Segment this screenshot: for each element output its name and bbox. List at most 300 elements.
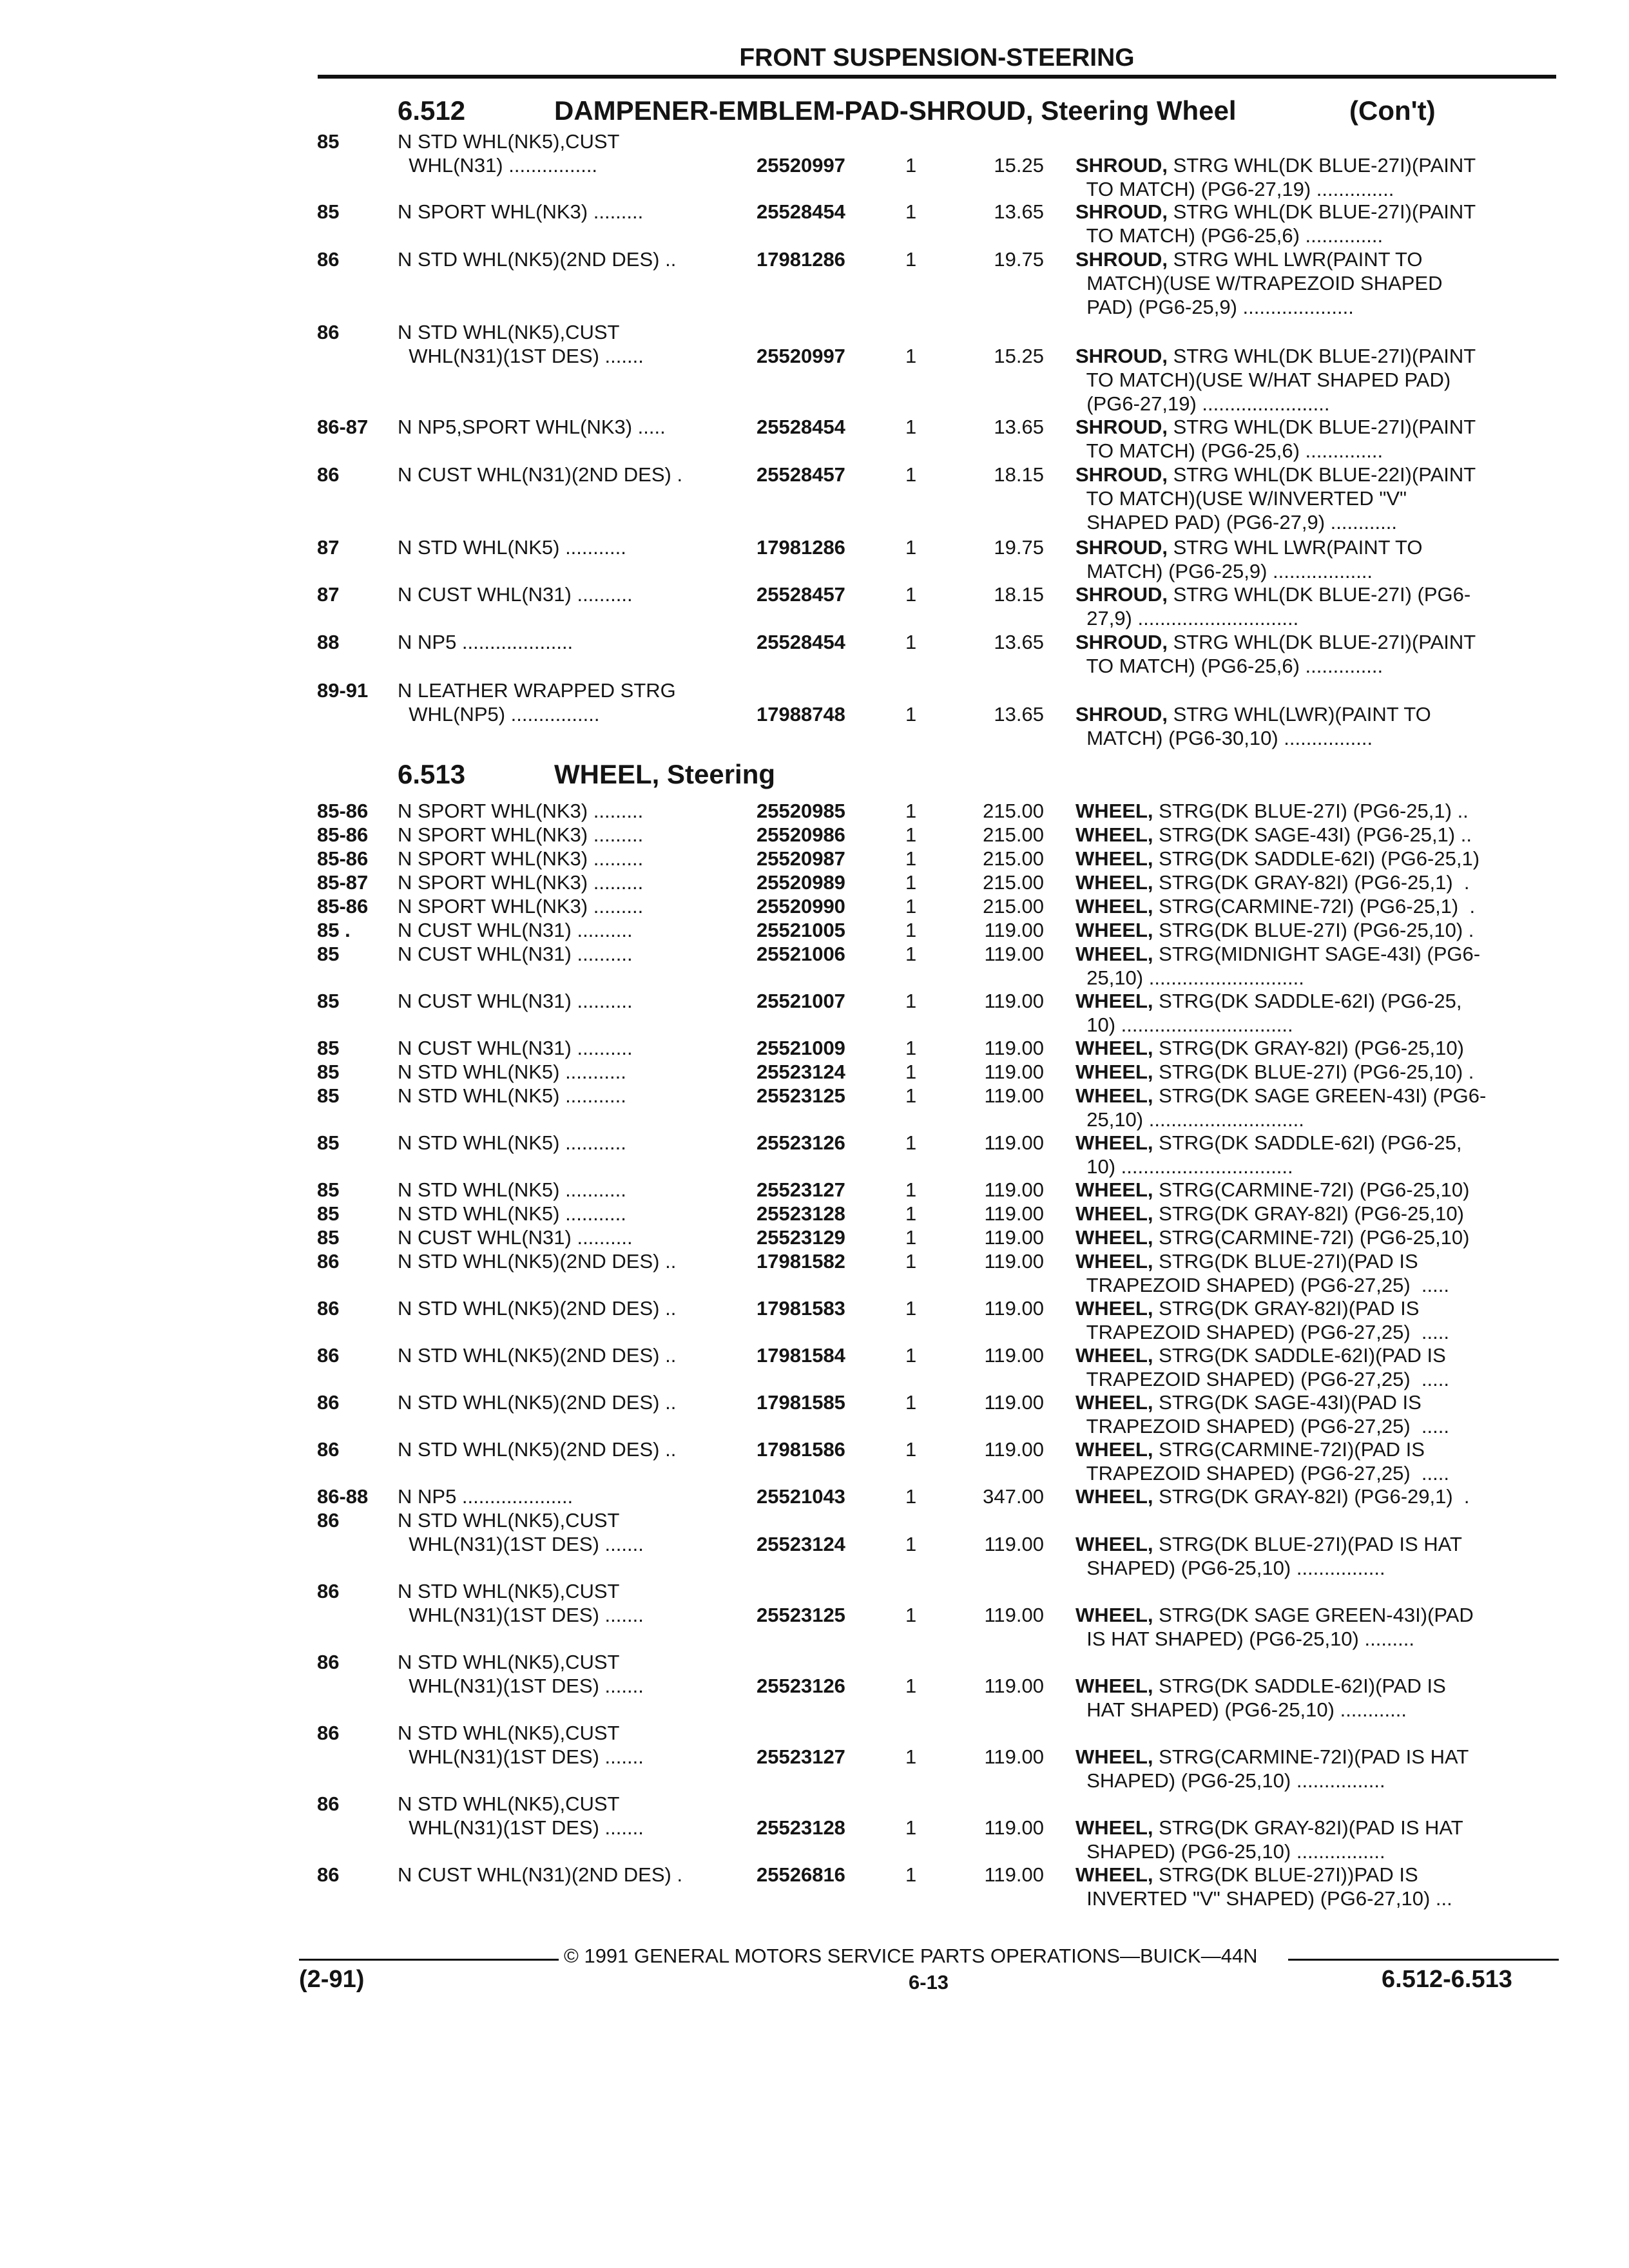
part-name-detail: STRG(CARMINE-72I) (PG6-25,1) . bbox=[1153, 895, 1476, 918]
model-year: 85 bbox=[317, 943, 340, 965]
section-number: 6.512 bbox=[398, 95, 466, 126]
part-name-keyword: WHEEL, bbox=[1075, 1297, 1153, 1320]
part-name-keyword: SHROUD, bbox=[1075, 583, 1168, 606]
description-line: N STD WHL(NK5),CUST bbox=[398, 1651, 620, 1673]
quantity: 1 bbox=[905, 1438, 917, 1461]
part-name bbox=[1075, 799, 1469, 823]
model-year: 86 bbox=[317, 1863, 340, 1886]
description-line: N STD WHL(NK5) ........... bbox=[398, 1084, 626, 1107]
model-year: 85 bbox=[317, 1037, 340, 1059]
part-name bbox=[1075, 1202, 1464, 1225]
part-name-detail-line: INVERTED "V" SHAPED) (PG6-27,10) ... bbox=[1075, 1887, 1452, 1910]
price: 119.00 bbox=[984, 1061, 1044, 1083]
price: 119.00 bbox=[984, 1391, 1044, 1414]
part-name-keyword: WHEEL, bbox=[1075, 1084, 1153, 1107]
part-name-detail: STRG WHL LWR(PAINT TO bbox=[1167, 248, 1423, 271]
price: 119.00 bbox=[984, 1178, 1044, 1201]
part-number: 17981585 bbox=[757, 1391, 845, 1414]
part-name bbox=[1075, 1745, 1469, 1769]
description-line: N STD WHL(NK5),CUST bbox=[398, 1580, 620, 1602]
part-name-detail: STRG(DK SAGE-43I) (PG6-25,1) .. bbox=[1153, 823, 1472, 846]
part-name-keyword: WHEEL, bbox=[1075, 1037, 1153, 1059]
price: 119.00 bbox=[984, 1533, 1044, 1555]
model-year: 85 bbox=[317, 1131, 340, 1154]
part-number: 25523125 bbox=[757, 1604, 845, 1626]
model-year: 85-86 bbox=[317, 847, 369, 870]
part-name bbox=[1075, 1084, 1486, 1108]
part-name bbox=[1075, 1036, 1464, 1060]
part-name-detail-line: TRAPEZOID SHAPED) (PG6-27,25) ..... bbox=[1075, 1274, 1449, 1296]
part-number: 25523126 bbox=[757, 1131, 845, 1154]
description-line: N NP5 .................... bbox=[398, 1485, 574, 1508]
price: 119.00 bbox=[984, 1745, 1044, 1768]
part-name-detail-line: MATCH) (PG6-30,10) ................ bbox=[1075, 727, 1373, 749]
part-name-detail: STRG(DK GRAY-82I)(PAD IS HAT bbox=[1153, 1816, 1463, 1839]
price: 119.00 bbox=[984, 1604, 1044, 1626]
part-name-detail: STRG(DK GRAY-82I) (PG6-25,10) bbox=[1153, 1202, 1464, 1225]
description-line: N STD WHL(NK5)(2ND DES) .. bbox=[398, 1250, 677, 1273]
price: 215.00 bbox=[983, 895, 1044, 918]
description-line: N CUST WHL(N31) .......... bbox=[398, 1226, 633, 1249]
price: 215.00 bbox=[983, 871, 1044, 894]
part-name-detail: STRG(DK GRAY-82I) (PG6-29,1) . bbox=[1153, 1485, 1470, 1508]
quantity: 1 bbox=[905, 463, 917, 486]
part-name-detail: STRG(CARMINE-72I) (PG6-25,10) bbox=[1153, 1178, 1470, 1201]
description-line: N STD WHL(NK5) ........... bbox=[398, 536, 626, 559]
description-line: N CUST WHL(N31) .......... bbox=[398, 1037, 633, 1059]
part-name-detail-line: TO MATCH)(USE W/HAT SHAPED PAD) bbox=[1075, 369, 1451, 391]
model-year: 85 bbox=[317, 200, 340, 223]
description-line: N STD WHL(NK5),CUST bbox=[398, 130, 620, 153]
part-name bbox=[1075, 1249, 1418, 1273]
part-name-keyword: WHEEL, bbox=[1075, 1485, 1153, 1508]
part-name-detail: STRG(DK GRAY-82I) (PG6-25,10) bbox=[1153, 1037, 1464, 1059]
part-name bbox=[1075, 582, 1470, 606]
part-name-detail-line: TO MATCH) (PG6-27,19) .............. bbox=[1075, 178, 1394, 200]
price: 119.00 bbox=[984, 1084, 1044, 1107]
model-year: 87 bbox=[317, 536, 340, 559]
description-line: N STD WHL(NK5)(2ND DES) .. bbox=[398, 1297, 677, 1320]
model-year: 86 bbox=[317, 1438, 340, 1461]
description-line: N CUST WHL(N31) .......... bbox=[398, 990, 633, 1012]
part-number: 25521005 bbox=[757, 919, 845, 941]
part-name-keyword: SHROUD, bbox=[1075, 200, 1168, 223]
part-name-detail: STRG(DK SADDLE-62I)(PAD IS bbox=[1153, 1344, 1446, 1367]
quantity: 1 bbox=[905, 1297, 917, 1320]
part-name-detail: STRG(DK SADDLE-62I)(PAD IS bbox=[1153, 1675, 1446, 1697]
price: 119.00 bbox=[984, 1438, 1044, 1461]
model-year: 86-87 bbox=[317, 416, 369, 438]
part-name-detail: STRG WHL(DK BLUE-22I)(PAINT bbox=[1167, 463, 1476, 486]
part-name-keyword: WHEEL, bbox=[1075, 1178, 1153, 1201]
part-number: 25523126 bbox=[757, 1675, 845, 1697]
price: 119.00 bbox=[984, 1250, 1044, 1273]
model-year: 89-91 bbox=[317, 679, 369, 702]
quantity: 1 bbox=[905, 1131, 917, 1154]
quantity: 1 bbox=[905, 583, 917, 606]
part-name-keyword: WHEEL, bbox=[1075, 847, 1153, 870]
description-line: N STD WHL(NK5)(2ND DES) .. bbox=[398, 1391, 677, 1414]
part-name-detail: STRG(DK SADDLE-62I) (PG6-25, bbox=[1153, 990, 1462, 1012]
model-year: 86 bbox=[317, 1651, 340, 1673]
part-name-keyword: WHEEL, bbox=[1075, 1226, 1153, 1249]
part-number: 25521043 bbox=[757, 1485, 845, 1508]
part-name-detail: STRG(DK GRAY-82I)(PAD IS bbox=[1153, 1297, 1420, 1320]
part-name bbox=[1075, 630, 1476, 654]
description-line: N STD WHL(NK5)(2ND DES) .. bbox=[398, 1344, 677, 1367]
part-number: 17981286 bbox=[757, 248, 845, 271]
section-number: 6.513 bbox=[398, 759, 466, 789]
part-number: 25520990 bbox=[757, 895, 845, 918]
part-name bbox=[1075, 344, 1476, 368]
model-year: 85-87 bbox=[317, 871, 369, 894]
price: 119.00 bbox=[984, 1344, 1044, 1367]
part-name-detail: STRG(DK BLUE-27I)(PAD IS HAT bbox=[1153, 1533, 1462, 1555]
part-number: 25523124 bbox=[757, 1533, 845, 1555]
part-name-detail: STRG WHL(DK BLUE-27I)(PAINT bbox=[1167, 200, 1476, 223]
price: 119.00 bbox=[984, 1297, 1044, 1320]
quantity: 1 bbox=[905, 1202, 917, 1225]
quantity: 1 bbox=[905, 823, 917, 846]
part-number: 25520997 bbox=[757, 345, 845, 367]
quantity: 1 bbox=[905, 1863, 917, 1886]
description-line: N STD WHL(NK5) ........... bbox=[398, 1202, 626, 1225]
price: 119.00 bbox=[984, 1226, 1044, 1249]
description-line: N SPORT WHL(NK3) ......... bbox=[398, 895, 644, 918]
description-line: N CUST WHL(N31) .......... bbox=[398, 919, 633, 941]
description-line: N CUST WHL(N31)(2ND DES) . bbox=[398, 1863, 683, 1886]
description-line: N STD WHL(NK5)(2ND DES) .. bbox=[398, 1438, 677, 1461]
part-number: 25526816 bbox=[757, 1863, 845, 1886]
part-name bbox=[1075, 1674, 1446, 1698]
part-number: 25520989 bbox=[757, 871, 845, 894]
description-line: N STD WHL(NK5) ........... bbox=[398, 1131, 626, 1154]
part-name-detail: STRG(DK SADDLE-62I) (PG6-25, bbox=[1153, 1131, 1462, 1154]
part-name-detail: STRG(DK SAGE GREEN-43I)(PAD bbox=[1153, 1604, 1474, 1626]
model-year: 85 bbox=[317, 990, 340, 1012]
part-name-keyword: WHEEL, bbox=[1075, 1344, 1153, 1367]
price: 119.00 bbox=[984, 943, 1044, 965]
part-name-keyword: WHEEL, bbox=[1075, 1863, 1153, 1886]
part-name-keyword: WHEEL, bbox=[1075, 1391, 1153, 1414]
part-name bbox=[1075, 200, 1476, 224]
part-name-detail-line: 25,10) ............................ bbox=[1075, 1108, 1304, 1131]
part-number: 17981586 bbox=[757, 1438, 845, 1461]
part-name bbox=[1075, 1060, 1474, 1084]
part-name bbox=[1075, 415, 1476, 439]
part-number: 25523128 bbox=[757, 1816, 845, 1839]
price: 18.15 bbox=[994, 583, 1044, 606]
price: 13.65 bbox=[994, 703, 1044, 726]
part-name-detail: STRG(CARMINE-72I)(PAD IS HAT bbox=[1153, 1745, 1469, 1768]
quantity: 1 bbox=[905, 703, 917, 726]
part-name bbox=[1075, 247, 1423, 271]
model-year: 88 bbox=[317, 631, 340, 653]
part-name-detail-line: (PG6-27,19) ....................... bbox=[1075, 392, 1330, 415]
quantity: 1 bbox=[905, 1604, 917, 1626]
part-name-keyword: WHEEL, bbox=[1075, 1604, 1153, 1626]
part-name bbox=[1075, 463, 1476, 486]
part-name-keyword: WHEEL, bbox=[1075, 871, 1153, 894]
footer-date: (2-91) bbox=[299, 1966, 365, 1993]
model-year: 85 bbox=[317, 130, 340, 153]
part-number: 25521006 bbox=[757, 943, 845, 965]
part-name-keyword: WHEEL, bbox=[1075, 1202, 1153, 1225]
model-year: 86-88 bbox=[317, 1485, 369, 1508]
description-line: N STD WHL(NK5),CUST bbox=[398, 321, 620, 343]
part-name-keyword: WHEEL, bbox=[1075, 1816, 1153, 1839]
part-name-detail: STRG(MIDNIGHT SAGE-43I) (PG6- bbox=[1153, 943, 1481, 965]
part-name-detail-line: SHAPED) (PG6-25,10) ................ bbox=[1075, 1557, 1385, 1579]
price: 19.75 bbox=[994, 536, 1044, 559]
part-name-detail-line: HAT SHAPED) (PG6-25,10) ............ bbox=[1075, 1698, 1407, 1721]
part-name-detail: STRG(DK GRAY-82I) (PG6-25,1) . bbox=[1153, 871, 1470, 894]
part-name-keyword: SHROUD, bbox=[1075, 463, 1168, 486]
model-year: 85-86 bbox=[317, 895, 369, 918]
part-name bbox=[1075, 942, 1480, 966]
price: 119.00 bbox=[984, 1863, 1044, 1886]
part-name bbox=[1075, 1532, 1462, 1556]
description-line: N STD WHL(NK5),CUST bbox=[398, 1722, 620, 1744]
part-number: 25523124 bbox=[757, 1061, 845, 1083]
part-number: 25523128 bbox=[757, 1202, 845, 1225]
part-name-detail-line: PAD) (PG6-25,9) .................... bbox=[1075, 296, 1354, 318]
quantity: 1 bbox=[905, 1344, 917, 1367]
part-name bbox=[1075, 1225, 1470, 1249]
part-name-keyword: WHEEL, bbox=[1075, 1745, 1153, 1768]
part-name-detail: STRG WHL LWR(PAINT TO bbox=[1167, 536, 1423, 559]
description-line: N SPORT WHL(NK3) ......... bbox=[398, 871, 644, 894]
description-line: N SPORT WHL(NK3) ......... bbox=[398, 800, 644, 822]
part-name-detail: STRG(DK BLUE-27I))PAD IS bbox=[1153, 1863, 1418, 1886]
part-number: 17988748 bbox=[757, 703, 845, 726]
part-name-detail-line: TO MATCH)(USE W/INVERTED "V" bbox=[1075, 487, 1407, 510]
price: 13.65 bbox=[994, 200, 1044, 223]
quantity: 1 bbox=[905, 631, 917, 653]
part-name-keyword: WHEEL, bbox=[1075, 919, 1153, 941]
part-name bbox=[1075, 918, 1474, 942]
quantity: 1 bbox=[905, 847, 917, 870]
model-year: 86 bbox=[317, 321, 340, 343]
part-name-detail-line: SHAPED PAD) (PG6-27,9) ............ bbox=[1075, 511, 1397, 533]
model-year: 86 bbox=[317, 1250, 340, 1273]
quantity: 1 bbox=[905, 1391, 917, 1414]
part-name-detail: STRG(DK SAGE GREEN-43I) (PG6- bbox=[1153, 1084, 1487, 1107]
description-line: N CUST WHL(N31)(2ND DES) . bbox=[398, 463, 683, 486]
part-name-detail: STRG WHL(DK BLUE-27I)(PAINT bbox=[1167, 345, 1476, 367]
part-name bbox=[1075, 989, 1461, 1013]
price: 215.00 bbox=[983, 847, 1044, 870]
part-name-detail-line: TRAPEZOID SHAPED) (PG6-27,25) ..... bbox=[1075, 1321, 1449, 1343]
description-line: N CUST WHL(N31) .......... bbox=[398, 583, 633, 606]
part-number: 17981286 bbox=[757, 536, 845, 559]
part-name bbox=[1075, 1131, 1461, 1155]
quantity: 1 bbox=[905, 943, 917, 965]
quantity: 1 bbox=[905, 416, 917, 438]
part-name-detail-line: TO MATCH) (PG6-25,6) .............. bbox=[1075, 439, 1383, 462]
description-line: N SPORT WHL(NK3) ......... bbox=[398, 847, 644, 870]
description-line: N STD WHL(NK5),CUST bbox=[398, 1509, 620, 1532]
part-name-detail: STRG(DK BLUE-27I) (PG6-25,10) . bbox=[1153, 1061, 1474, 1083]
quantity: 1 bbox=[905, 990, 917, 1012]
description-line: WHL(NP5) ................ bbox=[398, 703, 600, 726]
part-name-keyword: SHROUD, bbox=[1075, 536, 1168, 559]
part-name bbox=[1075, 823, 1472, 847]
quantity: 1 bbox=[905, 1226, 917, 1249]
description-line: WHL(N31)(1ST DES) ....... bbox=[398, 1604, 644, 1626]
page-header-title: FRONT SUSPENSION-STEERING bbox=[739, 44, 1135, 72]
part-name bbox=[1075, 535, 1423, 559]
model-year: 86 bbox=[317, 1509, 340, 1532]
model-year: 86 bbox=[317, 1580, 340, 1602]
description-line: WHL(N31)(1ST DES) ....... bbox=[398, 1533, 644, 1555]
part-name-detail-line: TRAPEZOID SHAPED) (PG6-27,25) ..... bbox=[1075, 1415, 1449, 1437]
part-name-detail: STRG(CARMINE-72I) (PG6-25,10) bbox=[1153, 1226, 1470, 1249]
part-name-keyword: WHEEL, bbox=[1075, 895, 1153, 918]
part-name-detail: STRG WHL(DK BLUE-27I)(PAINT bbox=[1167, 416, 1476, 438]
model-year: 86 bbox=[317, 1344, 340, 1367]
part-number: 25523127 bbox=[757, 1745, 845, 1768]
part-name-keyword: SHROUD, bbox=[1075, 416, 1168, 438]
price: 119.00 bbox=[984, 1675, 1044, 1697]
part-number: 25528457 bbox=[757, 583, 845, 606]
price: 15.25 bbox=[994, 154, 1044, 177]
part-name-keyword: SHROUD, bbox=[1075, 631, 1168, 653]
part-name-detail-line: 27,9) ............................. bbox=[1075, 607, 1299, 629]
part-number: 25523129 bbox=[757, 1226, 845, 1249]
part-number: 25528454 bbox=[757, 631, 845, 653]
description-line: N STD WHL(NK5) ........... bbox=[398, 1061, 626, 1083]
part-name-keyword: WHEEL, bbox=[1075, 1131, 1153, 1154]
price: 119.00 bbox=[984, 1037, 1044, 1059]
part-name-keyword: WHEEL, bbox=[1075, 1061, 1153, 1083]
part-name bbox=[1075, 702, 1431, 726]
part-name bbox=[1075, 1485, 1470, 1508]
part-number: 25521007 bbox=[757, 990, 845, 1012]
part-name bbox=[1075, 153, 1476, 177]
part-name bbox=[1075, 1863, 1418, 1887]
part-name bbox=[1075, 1437, 1425, 1461]
section-title: WHEEL, Steering bbox=[554, 759, 776, 789]
part-name-keyword: SHROUD, bbox=[1075, 345, 1168, 367]
price: 215.00 bbox=[983, 823, 1044, 846]
part-name-detail-line: MATCH) (PG6-25,9) .................. bbox=[1075, 560, 1373, 582]
model-year: 86 bbox=[317, 463, 340, 486]
description-line: WHL(N31)(1ST DES) ....... bbox=[398, 1816, 644, 1839]
part-name-detail-line: TRAPEZOID SHAPED) (PG6-27,25) ..... bbox=[1075, 1368, 1449, 1390]
model-year: 85 bbox=[317, 1178, 340, 1201]
footer-rule-right bbox=[1288, 1959, 1559, 1961]
part-name bbox=[1075, 1343, 1446, 1367]
description-line: WHL(N31) ................ bbox=[398, 154, 598, 177]
part-name-detail: STRG(CARMINE-72I)(PAD IS bbox=[1153, 1438, 1425, 1461]
description-line: N CUST WHL(N31) .......... bbox=[398, 943, 633, 965]
part-name-keyword: SHROUD, bbox=[1075, 703, 1168, 726]
price: 15.25 bbox=[994, 345, 1044, 367]
description-line: N NP5 .................... bbox=[398, 631, 574, 653]
model-year: 86 bbox=[317, 248, 340, 271]
quantity: 1 bbox=[905, 345, 917, 367]
price: 119.00 bbox=[984, 1202, 1044, 1225]
model-year: 86 bbox=[317, 1792, 340, 1815]
price: 18.15 bbox=[994, 463, 1044, 486]
section-title: DAMPENER-EMBLEM-PAD-SHROUD, Steering Wheel bbox=[554, 95, 1237, 126]
price: 215.00 bbox=[983, 800, 1044, 822]
part-number: 25520985 bbox=[757, 800, 845, 822]
part-name-keyword: WHEEL, bbox=[1075, 823, 1153, 846]
quantity: 1 bbox=[905, 200, 917, 223]
quantity: 1 bbox=[905, 895, 917, 918]
footer-rule-left bbox=[299, 1959, 559, 1961]
footer-copyright: © 1991 GENERAL MOTORS SERVICE PARTS OPERATIONS—BUICK—44N bbox=[564, 1945, 1258, 1967]
part-name-keyword: SHROUD, bbox=[1075, 248, 1168, 271]
model-year: 85 bbox=[317, 1061, 340, 1083]
price: 19.75 bbox=[994, 248, 1044, 271]
part-name bbox=[1075, 1178, 1470, 1202]
part-name-detail-line: TO MATCH) (PG6-25,6) .............. bbox=[1075, 224, 1383, 247]
quantity: 1 bbox=[905, 1675, 917, 1697]
model-year: 85 bbox=[317, 1226, 340, 1249]
part-name bbox=[1075, 894, 1475, 918]
description-line: N SPORT WHL(NK3) ......... bbox=[398, 823, 644, 846]
part-number: 25520997 bbox=[757, 154, 845, 177]
quantity: 1 bbox=[905, 154, 917, 177]
part-number: 17981583 bbox=[757, 1297, 845, 1320]
part-name-detail: STRG(DK SADDLE-62I) (PG6-25,1) bbox=[1153, 847, 1480, 870]
part-number: 25523127 bbox=[757, 1178, 845, 1201]
part-number: 25520987 bbox=[757, 847, 845, 870]
description-line: N STD WHL(NK5)(2ND DES) .. bbox=[398, 248, 677, 271]
price: 119.00 bbox=[984, 990, 1044, 1012]
quantity: 1 bbox=[905, 536, 917, 559]
part-name bbox=[1075, 1816, 1463, 1840]
price: 13.65 bbox=[994, 631, 1044, 653]
footer-section-range: 6.512-6.513 bbox=[1382, 1966, 1512, 1993]
model-year: 85-86 bbox=[317, 800, 369, 822]
description-line: WHL(N31)(1ST DES) ....... bbox=[398, 1675, 644, 1697]
part-name bbox=[1075, 1296, 1419, 1320]
description-line: N LEATHER WRAPPED STRG bbox=[398, 679, 676, 702]
part-name-keyword: WHEEL, bbox=[1075, 1533, 1153, 1555]
part-name-detail-line: SHAPED) (PG6-25,10) ................ bbox=[1075, 1840, 1385, 1863]
quantity: 1 bbox=[905, 1061, 917, 1083]
description-line: N STD WHL(NK5) ........... bbox=[398, 1178, 626, 1201]
part-name-keyword: SHROUD, bbox=[1075, 154, 1168, 177]
part-name-detail: STRG WHL(DK BLUE-27I)(PAINT bbox=[1167, 631, 1476, 653]
part-name-detail-line: SHAPED) (PG6-25,10) ................ bbox=[1075, 1769, 1385, 1792]
part-name-detail-line: 25,10) ............................ bbox=[1075, 966, 1304, 989]
part-name bbox=[1075, 1603, 1474, 1627]
model-year: 87 bbox=[317, 583, 340, 606]
part-name-keyword: WHEEL, bbox=[1075, 1675, 1153, 1697]
part-name bbox=[1075, 1390, 1422, 1414]
part-number: 25528457 bbox=[757, 463, 845, 486]
part-name-keyword: WHEEL, bbox=[1075, 1438, 1153, 1461]
quantity: 1 bbox=[905, 919, 917, 941]
quantity: 1 bbox=[905, 248, 917, 271]
price: 13.65 bbox=[994, 416, 1044, 438]
quantity: 1 bbox=[905, 1250, 917, 1273]
part-name-detail: STRG(DK SAGE-43I)(PAD IS bbox=[1153, 1391, 1422, 1414]
part-name-detail-line: 10) ............................... bbox=[1075, 1155, 1293, 1178]
description-line: N NP5,SPORT WHL(NK3) ..... bbox=[398, 416, 666, 438]
part-number: 25523125 bbox=[757, 1084, 845, 1107]
description-line: WHL(N31)(1ST DES) ....... bbox=[398, 1745, 644, 1768]
quantity: 1 bbox=[905, 1485, 917, 1508]
part-name bbox=[1075, 870, 1470, 894]
part-name-detail-line: MATCH)(USE W/TRAPEZOID SHAPED bbox=[1075, 272, 1443, 294]
model-year: 86 bbox=[317, 1722, 340, 1744]
